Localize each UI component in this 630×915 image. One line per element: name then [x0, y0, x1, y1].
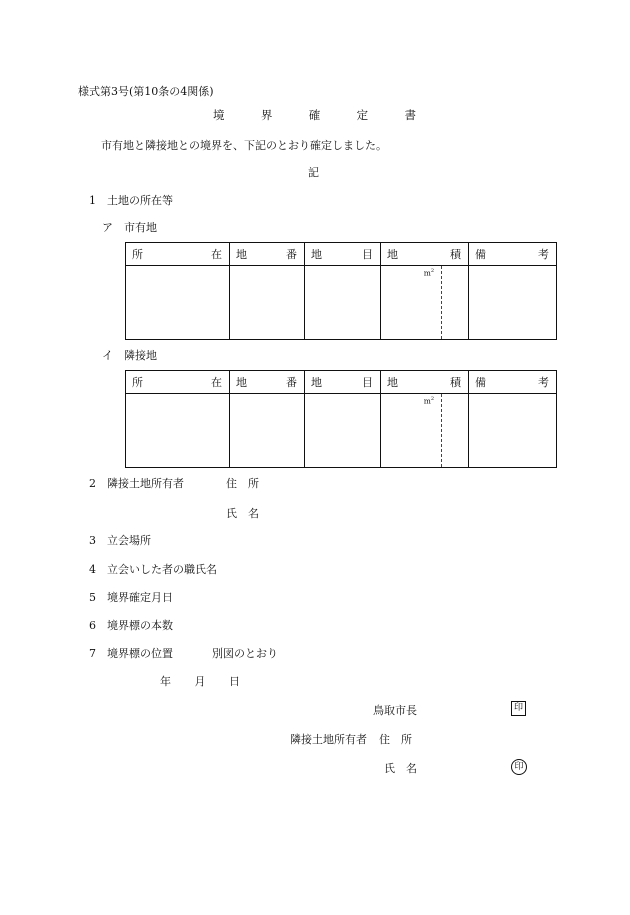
decimal-divider — [441, 266, 442, 339]
section-1i-label: イ 隣接地 — [102, 349, 157, 362]
square-seal-icon: 印 — [511, 701, 526, 716]
section-7-value: 別図のとおり — [212, 647, 278, 660]
table-header-row — [126, 371, 557, 394]
header-lot-number: 地 番 — [230, 371, 305, 394]
date-year: 年 — [160, 675, 171, 688]
form-number: 様式第3号(第10条の4関係) — [78, 85, 214, 98]
header-area: 地 積 — [381, 243, 469, 266]
section-7-label: 7 境界標の位置 — [89, 647, 173, 660]
area-unit: $m^2$ — [423, 396, 434, 406]
section-4-label: 4 立会いした者の職氏名 — [89, 563, 217, 576]
city-land-table — [125, 242, 557, 340]
owner-label: 隣接土地所有者 — [290, 733, 367, 746]
section-3-label: 3 立会場所 — [89, 534, 151, 547]
area-unit: $m^2$ — [423, 268, 434, 278]
area-cell[interactable] — [381, 266, 469, 340]
header-land-category: 地 目 — [305, 371, 381, 394]
header-remarks: 備 考 — [469, 243, 557, 266]
owner-address-label: 住 所 — [379, 733, 412, 746]
header-land-category: 地 目 — [305, 243, 381, 266]
decimal-divider — [441, 394, 442, 467]
section-5-label: 5 境界確定月日 — [89, 591, 173, 604]
ki-heading: 記 — [308, 166, 319, 179]
owner-name-label: 氏 名 — [384, 762, 417, 775]
owner-address-label: 住 所 — [226, 477, 259, 490]
lot-number-cell[interactable] — [230, 266, 305, 340]
land-category-cell[interactable] — [305, 394, 381, 468]
owner-signature-block — [290, 734, 412, 745]
table-row — [126, 394, 557, 468]
date-line — [160, 676, 240, 687]
header-location: 所 在 — [126, 243, 230, 266]
remarks-cell[interactable] — [469, 266, 557, 340]
title-char: 書 — [404, 108, 416, 122]
area-cell[interactable] — [381, 394, 469, 468]
table-row — [126, 266, 557, 340]
location-cell[interactable] — [126, 266, 230, 340]
section-6-label: 6 境界標の本数 — [89, 619, 173, 632]
title-char: 境 — [213, 108, 225, 122]
land-category-cell[interactable] — [305, 266, 381, 340]
header-area: 地 積 — [381, 371, 469, 394]
title-char: 界 — [260, 108, 273, 122]
section-2-label: 2 隣接土地所有者 — [89, 477, 184, 490]
lot-number-cell[interactable] — [230, 394, 305, 468]
remarks-cell[interactable] — [469, 394, 557, 468]
document-title — [213, 110, 416, 122]
title-char: 確 — [308, 108, 321, 122]
header-remarks: 備 考 — [469, 371, 557, 394]
section-1-label: 1 土地の所在等 — [89, 194, 173, 207]
mayor-signature: 鳥取市長 — [373, 704, 417, 717]
header-location: 所 在 — [126, 371, 230, 394]
intro-text: 市有地と隣接地との境界を、下記のとおり確定しました。 — [101, 139, 387, 152]
round-seal-icon: 印 — [511, 759, 527, 775]
section-1a-label: ア 市有地 — [102, 221, 157, 234]
title-char: 定 — [356, 108, 369, 122]
header-lot-number: 地 番 — [230, 243, 305, 266]
location-cell[interactable] — [126, 394, 230, 468]
date-day: 日 — [229, 675, 240, 688]
table-header-row — [126, 243, 557, 266]
adjacent-land-table — [125, 370, 557, 468]
owner-name-label: 氏 名 — [226, 507, 259, 520]
date-month: 月 — [194, 675, 206, 688]
